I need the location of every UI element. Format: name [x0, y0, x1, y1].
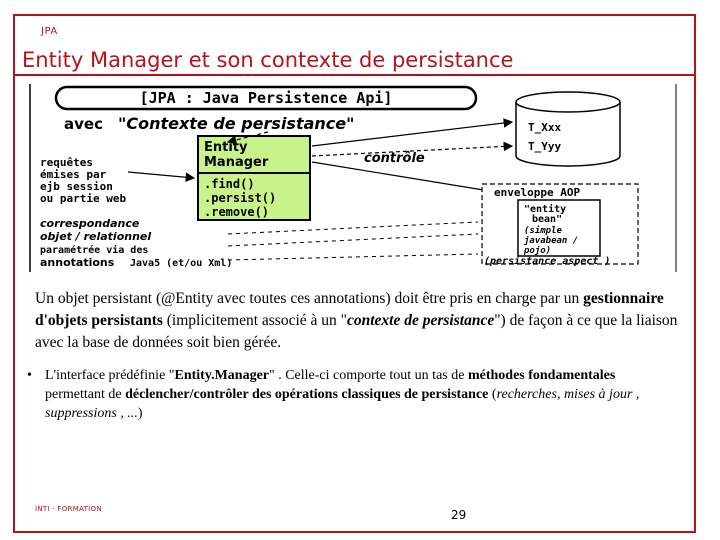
requests-arrow: [128, 172, 194, 178]
diagram-heading: [JPA : Java Persistence Api]: [139, 89, 393, 107]
database-top: [516, 92, 620, 112]
bullet-part1: L'interface prédéfinie ": [45, 368, 175, 383]
section-tag: JPA: [41, 26, 58, 37]
jpa-diagram-svg: [28, 84, 678, 272]
method-find: .find(): [204, 177, 255, 191]
req-line2: émises par: [40, 168, 107, 181]
title-underline: [13, 74, 696, 76]
corr-line1: correspondance: [40, 217, 140, 230]
bullet-part3: permettant de: [45, 387, 126, 402]
para-bold1: gestionnaire d'objets persistants: [35, 290, 664, 329]
para-part1: Un objet persistant (@Entity avec toutes ces annotations) doit être pris en charge par un: [35, 290, 584, 307]
corr-line4-rest: Java5 (et/ou Xml): [130, 258, 233, 269]
jpa-diagram: [28, 84, 678, 272]
para-part2: (implicitement associé à un ": [162, 312, 347, 329]
corr-dash-1: [228, 222, 478, 234]
bean-line3: (simple: [524, 226, 562, 236]
method-persist: .persist(): [204, 191, 277, 205]
corr-line4-bold: annotations: [40, 256, 115, 269]
em-to-bean-arrow: [312, 162, 508, 194]
corr-dash-3: [228, 254, 478, 260]
corr-dash-2: [228, 234, 478, 246]
bullet-text: [45, 366, 675, 423]
aop-title: enveloppe AOP: [494, 186, 581, 199]
bean-line4: javabean /: [524, 236, 579, 246]
req-line3: ejb session: [40, 180, 113, 193]
para-italic1: contexte de persistance: [346, 312, 495, 329]
corr-line3: paramétrée via des: [40, 245, 149, 256]
bullet-part4: (: [488, 387, 497, 402]
slide-title: Entity Manager et son contexte de persistance: [22, 48, 514, 72]
em-line2: Manager: [204, 155, 269, 170]
method-remove: .remove(): [204, 205, 270, 219]
bullet-italic1: recherches, mises à jour , suppressions , ...: [45, 387, 640, 421]
persistance-aspect: (persistance aspect ): [484, 256, 611, 267]
req-line4: ou partie web: [40, 192, 127, 205]
db-table1: T_Xxx: [528, 121, 562, 134]
bean-line5: pojo): [524, 246, 552, 256]
controle-label: contrôle: [364, 151, 425, 166]
bean-line1: "entity: [524, 204, 567, 215]
req-line1: requêtes: [40, 156, 93, 169]
contexte-label: "Contexte de persistance": [118, 114, 355, 133]
footer-logo: INTI · FORMATION: [35, 505, 102, 513]
page-number: 29: [451, 508, 467, 522]
bean-line2: bean": [532, 214, 563, 225]
para-part3: ") de façon à ce que la liaison avec la base de données soit bien gérée.: [35, 312, 678, 351]
bullet-bold3: déclencher/contrôler des opérations classiques de persistance: [125, 387, 489, 402]
db-table2: T_Yyy: [528, 140, 562, 153]
corr-line2: objet / relationnel: [40, 230, 152, 243]
intro-paragraph: [35, 288, 685, 354]
bullet-bold2: méthodes fondamentales: [467, 368, 616, 383]
bullet-marker: •: [27, 368, 32, 383]
bullet-part5: ): [137, 406, 143, 421]
bullet-part2: " . Celle-ci comporte tout un tas de: [269, 368, 468, 383]
avec-label: avec: [64, 115, 103, 133]
em-line1: Entity: [204, 140, 248, 155]
bullet-bold1: Entity.Manager: [174, 368, 269, 383]
